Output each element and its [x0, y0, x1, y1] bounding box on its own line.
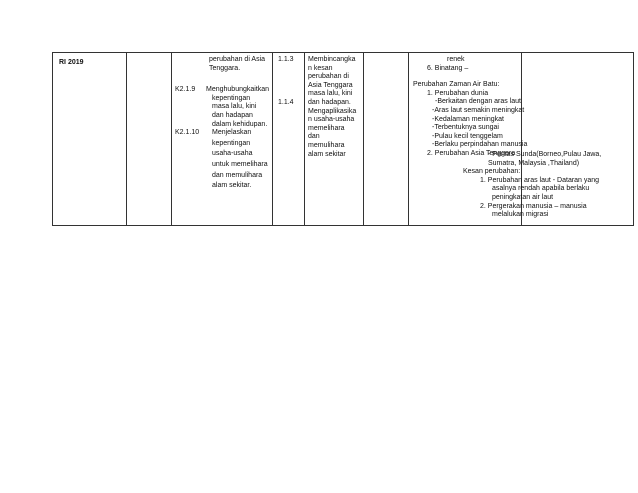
standard-line: kepentingan: [212, 94, 251, 102]
notes-line: -Kedalaman meningkat: [432, 115, 504, 123]
notes-line: Perubahan Zaman Air Batu:: [413, 81, 500, 89]
objective-cell: [305, 53, 364, 226]
notes-line: -Aras laut semakin meningkat: [432, 106, 525, 114]
notes-line: 6. Binatang –: [427, 64, 469, 72]
objective-line: dan: [308, 133, 320, 141]
code-label: 1.1.3: [278, 56, 294, 63]
notes-line: Sumatra, Malaysia ,Thailand): [488, 159, 580, 167]
objective-line: Mengaplikasika: [308, 107, 357, 115]
objective-line: Membincangka: [308, 56, 356, 63]
standard-cell: [172, 53, 273, 226]
objective-line: alam sekitar: [308, 150, 346, 158]
notes-line: melalukan migrasi: [492, 211, 549, 219]
standard-line: kepentingan: [212, 139, 251, 147]
objective-line: n usaha-usaha: [308, 116, 355, 124]
objective-line: Asia Tenggara: [308, 81, 353, 89]
notes-line: peningkatan air laut: [492, 193, 554, 201]
standard-line: dalam kehidupan.: [212, 120, 268, 128]
standard-line: alam sekitar.: [212, 182, 252, 190]
objective-line: memelihara: [308, 124, 345, 132]
standard-line: usaha-usaha: [212, 150, 253, 158]
standard-k2110: [172, 129, 272, 191]
objective-line: n kesan: [308, 64, 333, 72]
standard-code: K2.1.10: [175, 129, 200, 137]
standard-line: perubahan di Asia: [209, 56, 266, 63]
standard-line: dan memulihara: [212, 171, 263, 179]
empty-cell: [127, 53, 172, 226]
code-label: 1.1.4: [278, 98, 294, 106]
notes-line: 2. Perubahan Asia Tenggara: [427, 149, 516, 157]
notes-line: asalnya rendah apabila berlaku: [492, 185, 590, 193]
objective-line: perubahan di: [308, 73, 349, 81]
notes-line: renek: [447, 56, 465, 63]
notes-line: Kesan perubahan:: [463, 168, 521, 176]
standard-code: K2.1.9: [175, 86, 196, 94]
standard-line: dan hadapan: [212, 111, 253, 119]
notes-line: -Berkaitan dengan aras laut: [435, 98, 521, 106]
standard-line: Menjelaskan: [212, 129, 252, 137]
standard-line: masa lalu, kini: [212, 103, 257, 111]
notes-line: -Pulau kecil tenggelam: [432, 132, 503, 140]
standard-line: untuk memelihara: [212, 160, 268, 168]
notes-line: - Pentas Sunda(Borneo,Pulau Jawa,: [488, 151, 602, 158]
empty-cell: [364, 53, 409, 226]
notes-line: 2. Pergerakan manusia – manusia: [480, 202, 587, 210]
objective-line: masa lalu, kini: [308, 90, 353, 98]
standard-line: Tenggara.: [209, 64, 241, 72]
notes-line: 1. Perubahan aras laut - Dataran yang: [480, 176, 600, 184]
notes-line: -Berlaku perpindahan manusia: [432, 141, 528, 149]
objective-line: dan hadapan.: [308, 98, 351, 106]
standard-line: Menghubungkaitkan: [206, 86, 270, 94]
notes-line: 1. Perubahan dunia: [427, 89, 489, 97]
objective-line: memulihara: [308, 141, 345, 149]
notes-overflow: [463, 151, 623, 220]
year-cell: RI 2019: [53, 53, 127, 226]
code-cell: [273, 53, 305, 226]
standard-k219: [172, 86, 272, 129]
notes-line: -Terbentuknya sungai: [432, 124, 499, 132]
